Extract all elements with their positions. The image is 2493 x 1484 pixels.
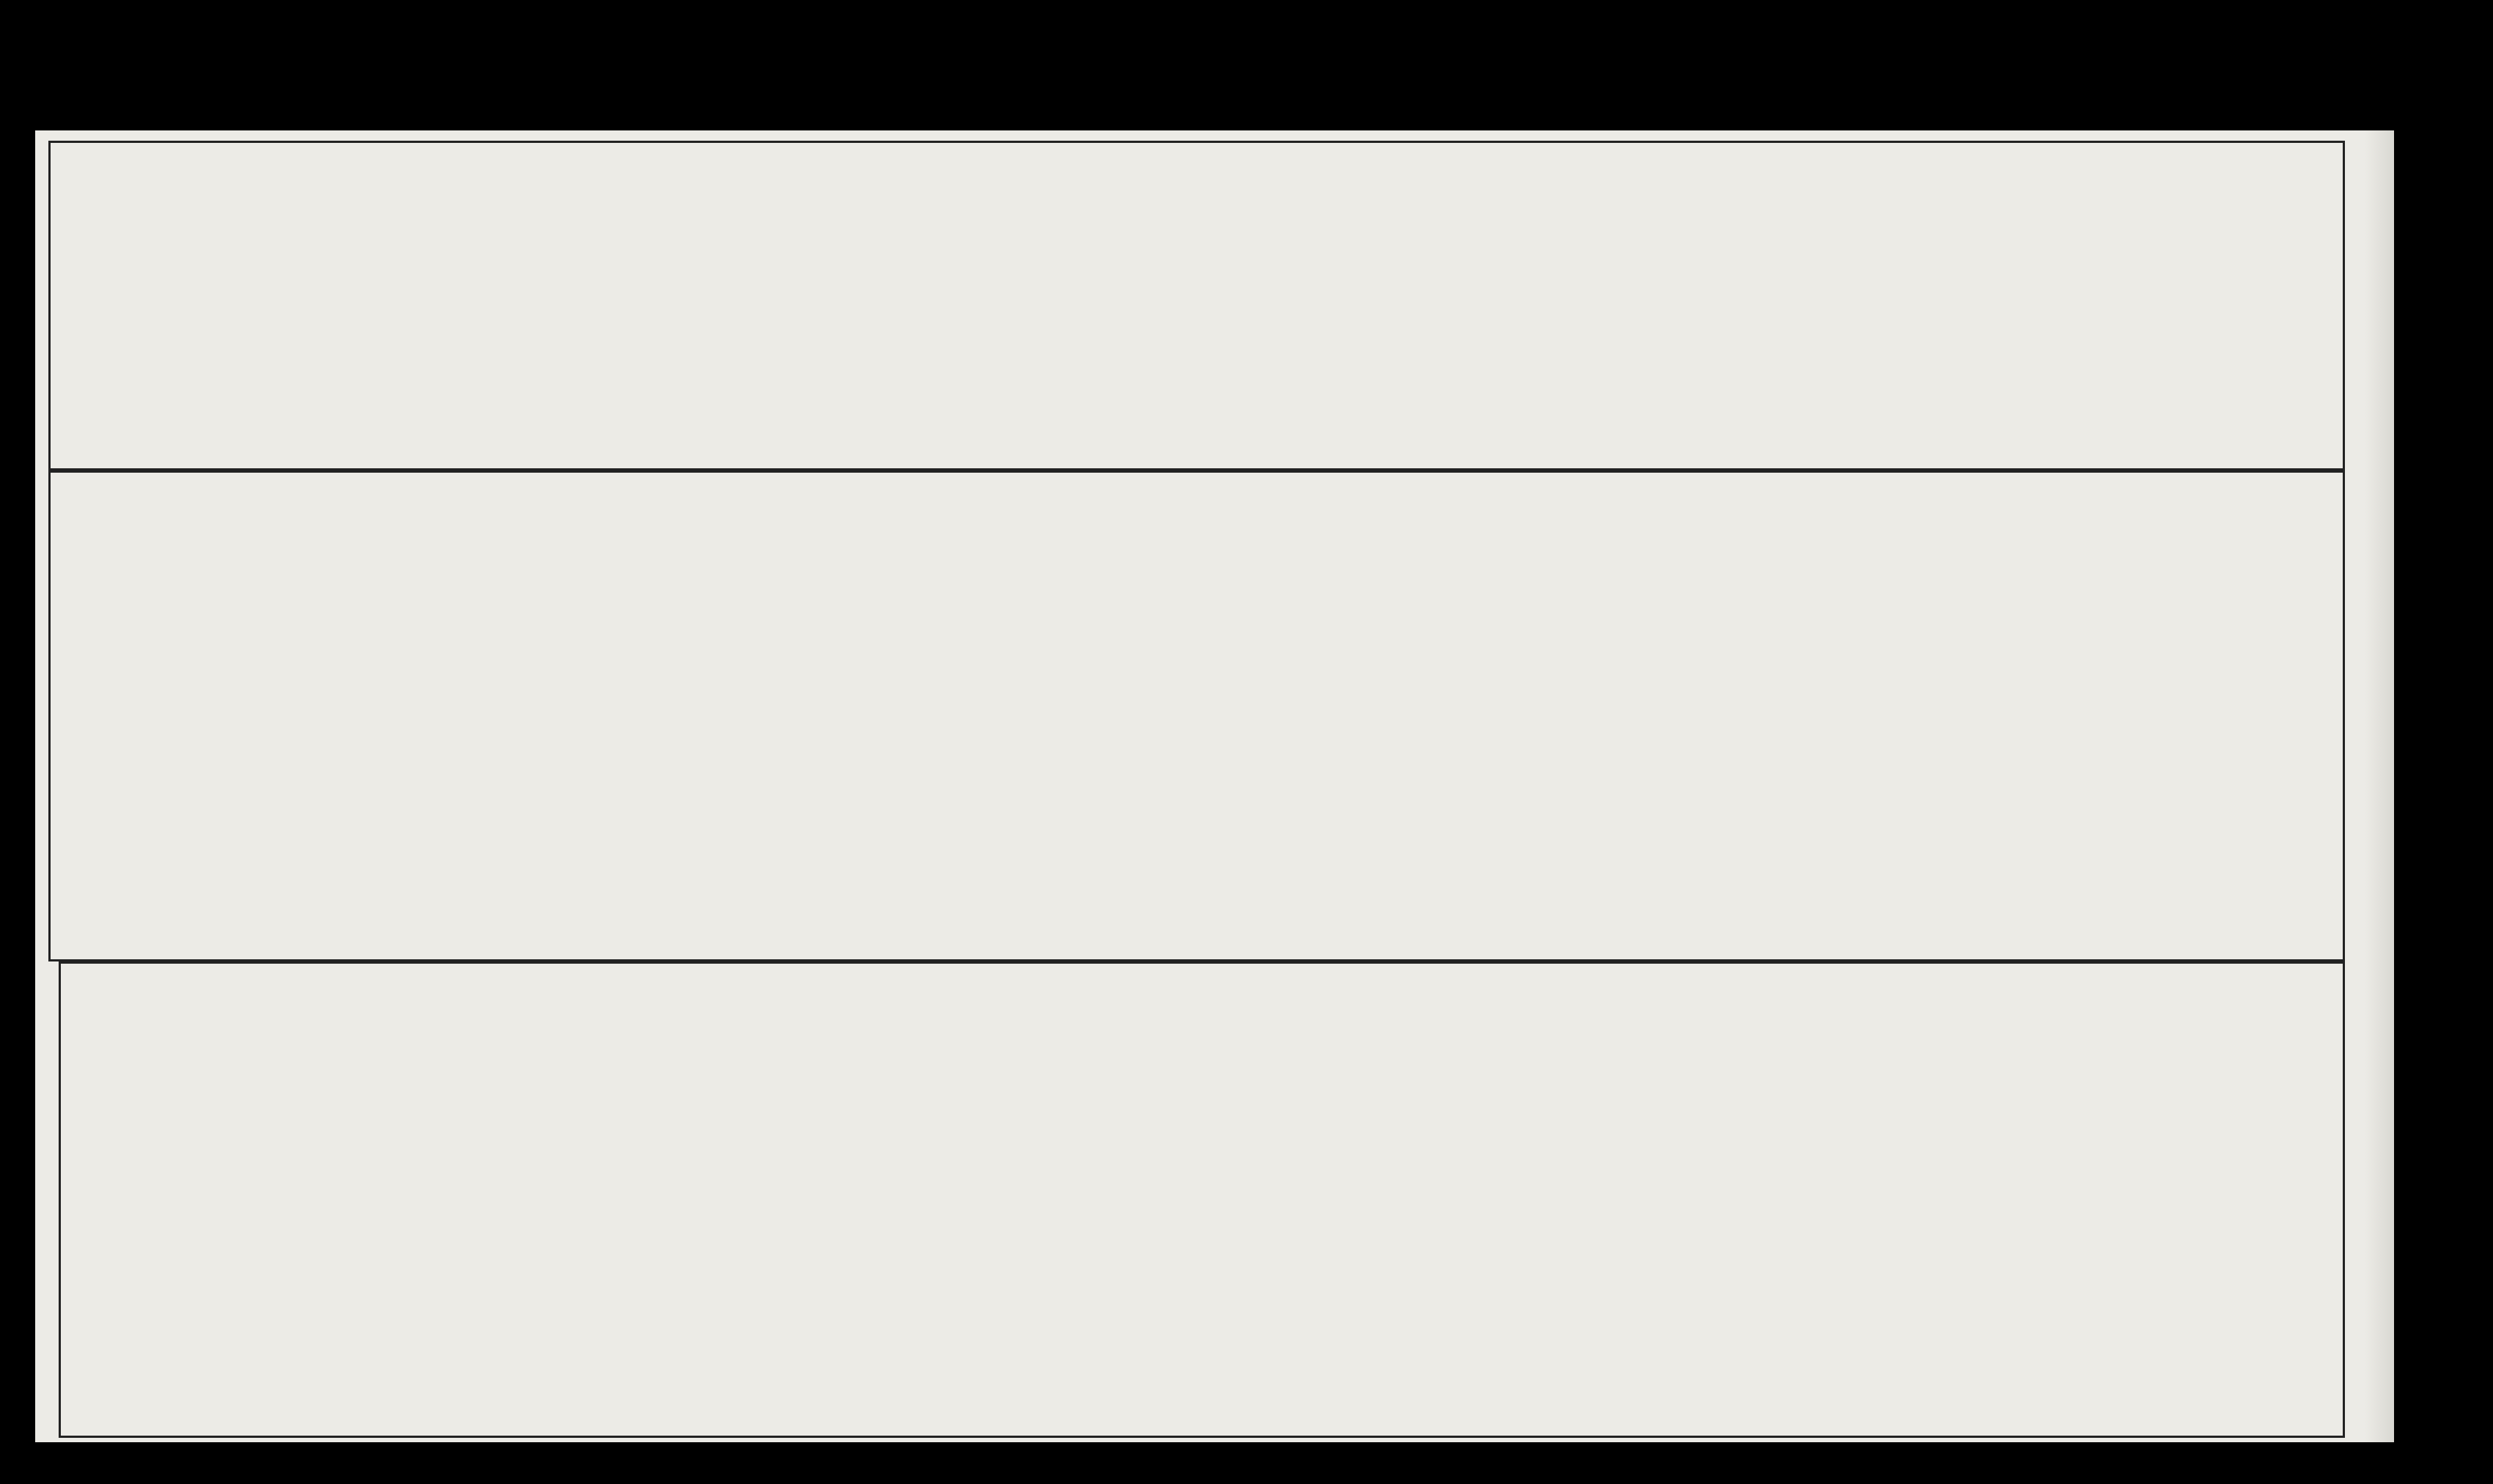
rent-table	[59, 961, 2345, 1438]
crops-table	[48, 141, 2345, 470]
middle-section	[48, 470, 2345, 961]
